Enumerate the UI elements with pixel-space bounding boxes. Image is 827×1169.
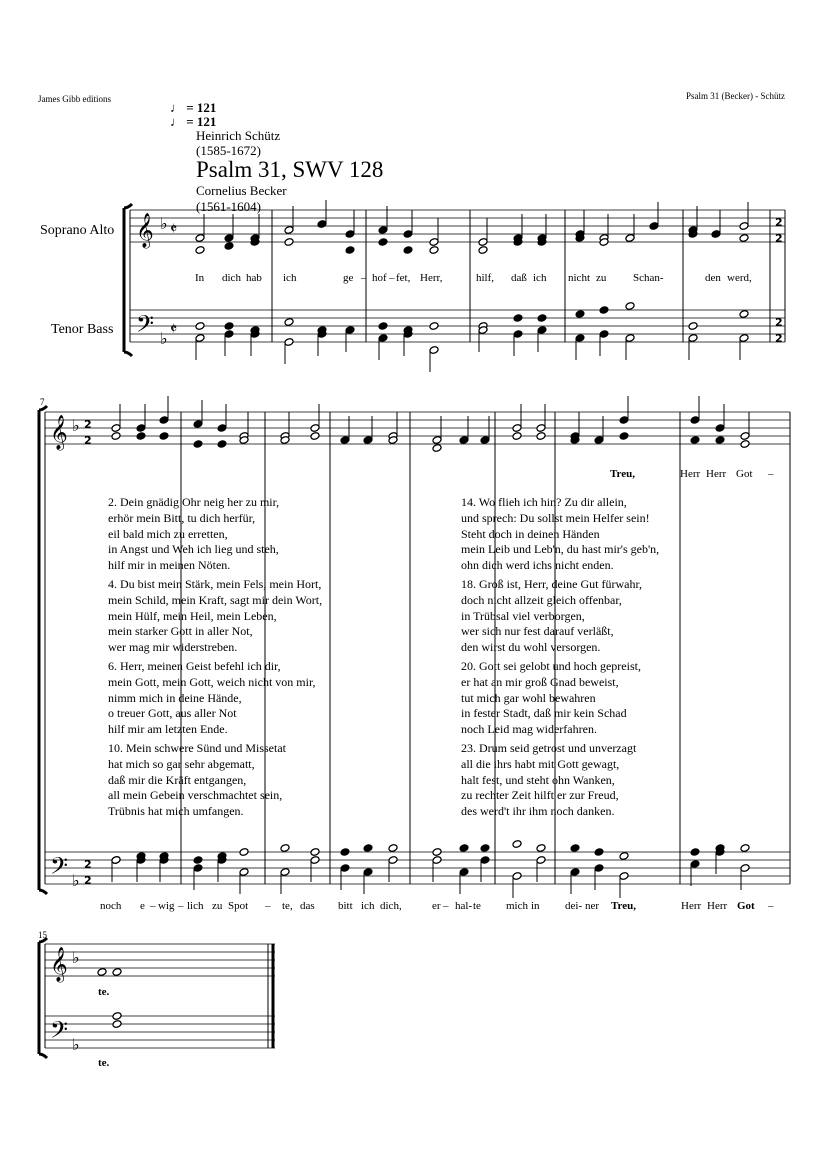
note-head (112, 968, 122, 977)
verse-line: 2. Dein gnädig Ohr neig her zu mir, (108, 495, 280, 509)
lyric-syllable: Herr, (420, 272, 443, 284)
lyric-syllable: te, (282, 900, 293, 912)
lyric-syllable: das (300, 900, 315, 912)
composer-name: Heinrich Schütz (196, 128, 281, 143)
lyric-syllable: Treu, (610, 468, 635, 480)
tempo-marking: ♩ = 121 (170, 100, 217, 115)
verse-line: 18. Groß ist, Herr, deine Gut fürwahr, (461, 576, 642, 591)
verse-line: 23. Drum seid getrost und unverzagt (461, 740, 637, 755)
verse-stanza (461, 495, 761, 574)
verse-column-right (461, 495, 761, 820)
lyric-syllable: Treu, (611, 900, 636, 912)
lyric-syllable: zu (596, 272, 607, 284)
note-head (112, 1020, 122, 1029)
svg-text:2: 2 (84, 418, 92, 431)
verse-stanza (108, 495, 408, 574)
lyric-syllable: dich (222, 272, 241, 284)
lyric-syllable: Got (736, 468, 753, 480)
note-head (513, 314, 523, 323)
svg-text:2: 2 (775, 216, 783, 229)
verse-line: daß mir die Kräft entgangen, (108, 772, 247, 787)
verse-line: ohn dich werd ichs nicht enden. (461, 558, 614, 573)
note-head (536, 844, 546, 853)
note-head (193, 856, 203, 865)
lyric-syllable: Herr (707, 900, 728, 912)
note-head (378, 238, 388, 247)
svg-text:2: 2 (84, 858, 92, 871)
verse-line: mein Gott, mein Gott, weich nicht von mir, (108, 674, 316, 689)
note-head (136, 432, 146, 441)
lyric-syllable: hab (246, 272, 262, 284)
common-time-icon: 𝄵 (170, 319, 178, 338)
verse-line: o treuer Gott, aus aller Not (108, 706, 237, 721)
svg-text:2: 2 (775, 332, 783, 345)
verse-line: wer sich nur fest darauf verläßt, (461, 624, 614, 639)
note-head (537, 314, 547, 323)
note-head (388, 844, 398, 853)
note-head (690, 436, 700, 445)
note-head (432, 444, 442, 453)
lyric-syllable: ich (283, 272, 297, 284)
tempo-marking: ♩ = 121 (170, 114, 217, 129)
lyric-syllable: hal- (455, 900, 473, 912)
note-head (432, 848, 442, 857)
note-head (340, 848, 350, 857)
note-head (575, 310, 585, 319)
lyric-syllable: dei- (565, 900, 583, 912)
lyric-syllable: e (140, 900, 145, 912)
bass-clef-icon: 𝄢 (136, 310, 155, 343)
lyric-syllable: bitt (338, 900, 353, 912)
lyric-syllable: daß (511, 272, 527, 284)
lyric-hyphen: – (443, 900, 449, 912)
poet-dates: (1561-1604) (196, 199, 261, 214)
lyric-syllable: er (432, 900, 441, 912)
lyric-syllable: noch (100, 900, 122, 912)
verse-line: den wirst du wohl versorgen. (461, 640, 601, 655)
measure-number: 7 (40, 397, 45, 407)
note-head (619, 852, 629, 861)
note-head (619, 432, 629, 441)
lyric-syllable: nicht (568, 272, 590, 284)
note-head (195, 322, 205, 331)
flat-icon: ♭ (160, 329, 168, 348)
note-head (599, 306, 609, 315)
verse-line: in fester Stadt, daß mir kein Schad (461, 706, 627, 721)
treble-clef-icon: 𝄞 (136, 213, 154, 248)
lyric-syllable: in (531, 900, 540, 912)
verse-line: 4. Du bist mein Stärk, mein Fels, mein Hort, (108, 576, 322, 591)
note-head (625, 302, 635, 311)
flat-icon: ♭ (160, 214, 168, 233)
note-head (739, 310, 749, 319)
lyric-syllable: werd, (727, 272, 752, 284)
lyric-syllable: hilf, (476, 272, 495, 284)
verse-line: 20. Gott sei gelobt und hoch gepreist, (461, 658, 641, 673)
poet-name: Cornelius Becker (196, 183, 287, 198)
verse-stanza (461, 659, 761, 738)
lyric-syllable: Herr (706, 468, 727, 480)
lyric-syllable: dich, (380, 900, 402, 912)
staff-lines (45, 852, 790, 884)
note-head (536, 432, 546, 441)
note-head (363, 844, 373, 853)
verse-line: all mein Gebein verschmachtet sein, (108, 788, 283, 803)
verse-stanza (108, 741, 408, 820)
lyric-hyphen: – (768, 900, 774, 912)
lyric-syllable: ich (533, 272, 547, 284)
note-head (739, 234, 749, 243)
verse-line: er hat an mir groß Gnad beweist, (461, 674, 619, 689)
publisher-credit: James Gibb editions (38, 94, 111, 104)
lyric-syllable: wig (158, 900, 175, 912)
lyric-syllable: ich (361, 900, 375, 912)
lyric-syllable: lich (187, 900, 204, 912)
note-head (224, 242, 234, 251)
running-title: Psalm 31 (Becker) - Schütz (686, 91, 785, 101)
verse-line: mein starker Gott in aller Not, (108, 624, 253, 639)
note-head (480, 844, 490, 853)
verse-line: hilf mir in meinen Nöten. (108, 558, 231, 573)
note-head (740, 440, 750, 449)
lyric-hyphen: – (265, 900, 271, 912)
measure-number: 15 (38, 930, 47, 940)
note-head (193, 440, 203, 449)
note-head (512, 840, 522, 849)
staff-label-upper: Soprano Alto (40, 223, 115, 238)
lyric-syllable: Got (737, 900, 755, 912)
verse-line: doch nicht allzeit gleich offenbar, (461, 592, 622, 607)
verse-stanza (461, 577, 761, 656)
lyric-hyphen: – (178, 900, 184, 912)
verse-line: wer mag mir widerstreben. (108, 640, 238, 655)
verse-line: mein Leib und Leb'n, du hast mir's geb'n, (461, 542, 660, 557)
lyric-syllable: Herr (681, 900, 702, 912)
svg-text:2: 2 (84, 874, 92, 887)
verse-line: erhör mein Bitt, tu dich herfür, (108, 510, 256, 525)
lyric-syllable: In (195, 272, 205, 284)
staff-lines (45, 412, 790, 444)
note-head (217, 440, 227, 449)
lyric-hyphen: – (389, 272, 395, 284)
note-head (715, 436, 725, 445)
treble-clef-icon: 𝄞 (50, 947, 68, 982)
flat-icon: ♭ (72, 948, 80, 967)
verse-stanza (108, 659, 408, 738)
note-head (310, 848, 320, 857)
lyric-syllable: den (705, 272, 721, 284)
verse-line: mein Schild, mein Kraft, sagt mir dein Wort, (108, 592, 323, 607)
note-head (159, 432, 169, 441)
lyric-syllable: ner (585, 900, 600, 912)
verse-stanza (108, 577, 408, 656)
verse-line: 10. Mein schwere Sünd und Missetat (108, 740, 286, 755)
verse-line: hilf mir am letzten Ende. (108, 722, 228, 737)
verse-line: tut mich gar wohl bewahren (461, 690, 596, 705)
bass-clef-icon: 𝄢 (50, 1016, 69, 1049)
verse-line: 6. Herr, meinen Geist befehl ich dir, (108, 658, 281, 673)
note-head (112, 1012, 122, 1021)
note-head (284, 318, 294, 327)
lyric-syllable: ge (343, 272, 354, 284)
note-head (512, 432, 522, 441)
lyric-syllable: Herr (680, 468, 701, 480)
note-head (570, 844, 580, 853)
verse-line: in Trübsal viel verborgen, (461, 608, 585, 623)
note-head (378, 322, 388, 331)
lyric-syllable: fet, (396, 272, 411, 284)
svg-text:2: 2 (84, 434, 92, 447)
lyric-syllable: te (473, 900, 481, 912)
note-head (688, 322, 698, 331)
svg-text:2: 2 (775, 316, 783, 329)
verse-line: und sprech: Du sollst mein Helfer sein! (461, 510, 650, 525)
common-time-icon: 𝄵 (170, 219, 178, 238)
bass-clef-icon: 𝄢 (50, 852, 69, 885)
lyric-syllable: mich (506, 900, 528, 912)
note-head (224, 322, 234, 331)
note-head (459, 844, 469, 853)
note-head (429, 322, 439, 331)
verse-line: all die ihrs habt mit Gott gewagt, (461, 756, 620, 771)
composer-dates: (1585-1672) (196, 143, 261, 158)
staff-label-lower: Tenor Bass (51, 322, 114, 337)
note-head (403, 246, 413, 255)
verse-line: mein Hülf, mein Heil, mein Leben, (108, 608, 277, 623)
lyric-hyphen: – (361, 272, 367, 284)
verse-line: des werd't ihr ihm noch danken. (461, 804, 615, 819)
verse-line: zu rechter Zeit hilft er zur Freud, (461, 788, 619, 803)
note-head (97, 968, 107, 977)
lyric-syllable: te. (98, 986, 110, 998)
note-head (690, 848, 700, 857)
note-head (239, 848, 249, 857)
flat-icon: ♭ (72, 416, 80, 435)
flat-icon: ♭ (72, 871, 80, 890)
note-head (594, 848, 604, 857)
note-head (310, 432, 320, 441)
note-head (284, 238, 294, 247)
verse-stanza (461, 741, 761, 820)
lyric-syllable: Spot (228, 900, 249, 912)
note-head (429, 246, 439, 255)
verse-line: nimm mich in deine Hände, (108, 690, 242, 705)
note-head (740, 844, 750, 853)
verse-line: noch Leid mag widerfahren. (461, 722, 597, 737)
note-head (195, 246, 205, 255)
lyric-syllable: zu (212, 900, 223, 912)
lyric-hyphen: – (150, 900, 156, 912)
lyric-syllable: hof (372, 272, 387, 284)
lyric-syllable: te. (98, 1057, 110, 1069)
verse-line: eil bald mich zu erretten, (108, 526, 228, 541)
page-title: Psalm 31, SWV 128 (196, 157, 384, 182)
lyric-syllable: Schan- (633, 272, 664, 284)
verse-column-left (108, 495, 408, 820)
treble-clef-icon: 𝄞 (50, 415, 68, 450)
note-head (478, 246, 488, 255)
verse-line: Trübnis hat mich umfangen. (108, 804, 244, 819)
svg-text:2: 2 (775, 232, 783, 245)
lyric-hyphen: – (768, 468, 774, 480)
note-head (280, 844, 290, 853)
verse-line: halt fest, und steht ohn Wanken, (461, 772, 615, 787)
verse-line: hat mich so gar sehr abgematt, (108, 756, 255, 771)
note-head (345, 246, 355, 255)
verse-line: in Angst und Weh ich lieg und steh, (108, 542, 279, 557)
flat-icon: ♭ (72, 1035, 80, 1054)
verse-line: Steht doch in deinen Händen (461, 526, 600, 541)
verse-line: 14. Wo flieh ich hin? Zu dir allein, (461, 495, 627, 509)
note-head (111, 432, 121, 441)
